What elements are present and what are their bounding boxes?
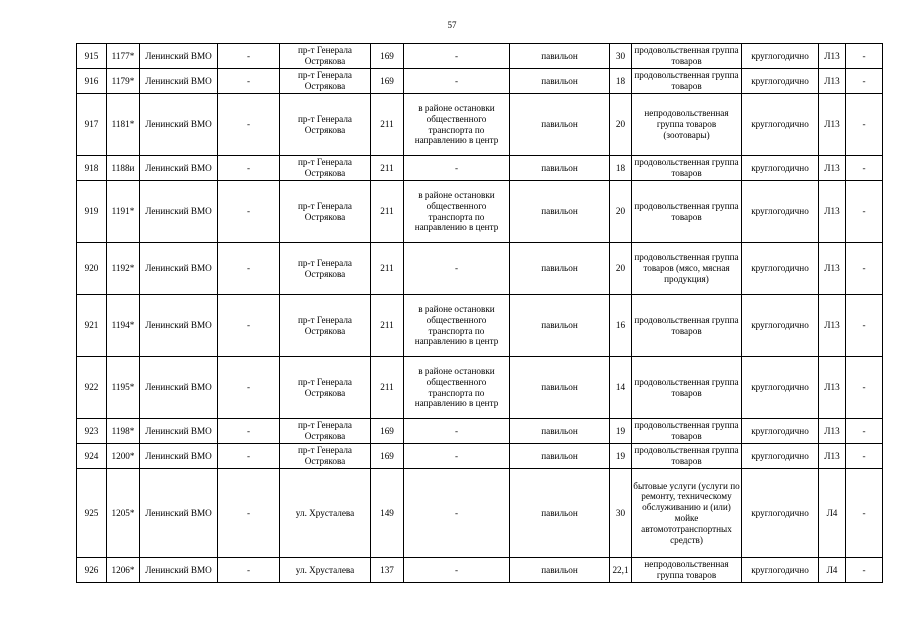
specialization-cell: продовольственная группа товаров (мясо, мясная продукция): [632, 243, 742, 295]
period-cell: круглогодично: [742, 444, 819, 469]
area-cell: 16: [610, 295, 632, 357]
street-cell: ул. Хрусталева: [280, 469, 371, 558]
note-cell: -: [846, 69, 883, 94]
note-cell: -: [846, 243, 883, 295]
specialization-cell: продовольственная группа товаров: [632, 419, 742, 444]
row-number-cell: 915: [77, 44, 107, 69]
object-type-cell: павильон: [510, 357, 610, 419]
object-type-cell: павильон: [510, 181, 610, 243]
zone-cell: Л4: [819, 469, 846, 558]
table-row: [77, 469, 883, 558]
house-number-cell: 211: [371, 357, 404, 419]
house-number-cell: 149: [371, 469, 404, 558]
note-cell: -: [846, 44, 883, 69]
street-cell: пр-т Генерала Острякова: [280, 44, 371, 69]
note-cell: -: [846, 295, 883, 357]
table-row: [77, 69, 883, 94]
location-code-cell: 1206*: [107, 558, 140, 583]
note-cell: -: [846, 181, 883, 243]
house-number-cell: 169: [371, 69, 404, 94]
district-cell: Ленинский ВМО: [140, 156, 218, 181]
row-number-cell: 924: [77, 444, 107, 469]
street-cell: ул. Хрусталева: [280, 558, 371, 583]
house-number-cell: 137: [371, 558, 404, 583]
area-cell: 20: [610, 181, 632, 243]
object-type-cell: павильон: [510, 419, 610, 444]
street-cell: пр-т Генерала Острякова: [280, 243, 371, 295]
house-number-cell: 211: [371, 243, 404, 295]
row-number-cell: 923: [77, 419, 107, 444]
note-cell: -: [846, 558, 883, 583]
note-cell: -: [846, 357, 883, 419]
specialization-cell: продовольственная группа товаров: [632, 181, 742, 243]
table-row: [77, 181, 883, 243]
note-cell: -: [846, 94, 883, 156]
landmark-cell: в районе остановки общественного транспорта по направлению в центр: [404, 181, 510, 243]
street-cell: пр-т Генерала Острякова: [280, 444, 371, 469]
specialization-cell: продовольственная группа товаров: [632, 444, 742, 469]
district-cell: Ленинский ВМО: [140, 243, 218, 295]
zone-cell: Л13: [819, 295, 846, 357]
district-cell: Ленинский ВМО: [140, 558, 218, 583]
period-cell: круглогодично: [742, 69, 819, 94]
specialization-cell: продовольственная группа товаров: [632, 295, 742, 357]
district-cell: Ленинский ВМО: [140, 469, 218, 558]
object-type-cell: павильон: [510, 94, 610, 156]
district-cell: Ленинский ВМО: [140, 94, 218, 156]
row-number-cell: 922: [77, 357, 107, 419]
area-cell: 19: [610, 444, 632, 469]
district-cell: Ленинский ВМО: [140, 295, 218, 357]
location-code-cell: 1188и: [107, 156, 140, 181]
row-number-cell: 919: [77, 181, 107, 243]
row-number-cell: 925: [77, 469, 107, 558]
street-cell: пр-т Генерала Острякова: [280, 419, 371, 444]
period-cell: круглогодично: [742, 156, 819, 181]
area-cell: 30: [610, 44, 632, 69]
object-type-cell: павильон: [510, 469, 610, 558]
row-number-cell: 918: [77, 156, 107, 181]
area-cell: 20: [610, 94, 632, 156]
street-cell: пр-т Генерала Острякова: [280, 181, 371, 243]
table-body: [77, 44, 883, 583]
location-code-cell: 1192*: [107, 243, 140, 295]
district-cell: Ленинский ВМО: [140, 357, 218, 419]
location-code-cell: 1198*: [107, 419, 140, 444]
period-cell: круглогодично: [742, 357, 819, 419]
empty-cell: -: [218, 181, 280, 243]
specialization-cell: продовольственная группа товаров: [632, 156, 742, 181]
area-cell: 19: [610, 419, 632, 444]
period-cell: круглогодично: [742, 94, 819, 156]
table-row: [77, 357, 883, 419]
area-cell: 30: [610, 469, 632, 558]
specialization-cell: непродовольственная группа товаров (зоотовары): [632, 94, 742, 156]
house-number-cell: 169: [371, 419, 404, 444]
landmark-cell: -: [404, 558, 510, 583]
location-code-cell: 1191*: [107, 181, 140, 243]
area-cell: 14: [610, 357, 632, 419]
object-type-cell: павильон: [510, 243, 610, 295]
period-cell: круглогодично: [742, 181, 819, 243]
location-code-cell: 1179*: [107, 69, 140, 94]
row-number-cell: 916: [77, 69, 107, 94]
street-cell: пр-т Генерала Острякова: [280, 69, 371, 94]
landmark-cell: -: [404, 69, 510, 94]
zone-cell: Л13: [819, 156, 846, 181]
zone-cell: Л13: [819, 44, 846, 69]
landmark-cell: -: [404, 243, 510, 295]
house-number-cell: 211: [371, 295, 404, 357]
district-cell: Ленинский ВМО: [140, 419, 218, 444]
area-cell: 18: [610, 156, 632, 181]
landmark-cell: -: [404, 444, 510, 469]
row-number-cell: 926: [77, 558, 107, 583]
note-cell: -: [846, 469, 883, 558]
period-cell: круглогодично: [742, 558, 819, 583]
street-cell: пр-т Генерала Острякова: [280, 156, 371, 181]
district-cell: Ленинский ВМО: [140, 44, 218, 69]
landmark-cell: -: [404, 44, 510, 69]
empty-cell: -: [218, 94, 280, 156]
row-number-cell: 920: [77, 243, 107, 295]
zone-cell: Л13: [819, 94, 846, 156]
empty-cell: -: [218, 357, 280, 419]
period-cell: круглогодично: [742, 469, 819, 558]
street-cell: пр-т Генерала Острякова: [280, 94, 371, 156]
location-code-cell: 1177*: [107, 44, 140, 69]
house-number-cell: 169: [371, 44, 404, 69]
location-code-cell: 1194*: [107, 295, 140, 357]
table-row: [77, 295, 883, 357]
street-cell: пр-т Генерала Острякова: [280, 295, 371, 357]
zone-cell: Л13: [819, 243, 846, 295]
district-cell: Ленинский ВМО: [140, 444, 218, 469]
landmark-cell: в районе остановки общественного транспорта по направлению в центр: [404, 295, 510, 357]
zone-cell: Л13: [819, 69, 846, 94]
zone-cell: Л13: [819, 419, 846, 444]
note-cell: -: [846, 419, 883, 444]
note-cell: -: [846, 156, 883, 181]
street-cell: пр-т Генерала Острякова: [280, 357, 371, 419]
area-cell: 22,1: [610, 558, 632, 583]
zone-cell: Л13: [819, 181, 846, 243]
object-type-cell: павильон: [510, 44, 610, 69]
table-row: [77, 44, 883, 69]
zone-cell: Л13: [819, 444, 846, 469]
object-type-cell: павильон: [510, 444, 610, 469]
table-row: [77, 419, 883, 444]
zone-cell: Л4: [819, 558, 846, 583]
house-number-cell: 169: [371, 444, 404, 469]
period-cell: круглогодично: [742, 419, 819, 444]
empty-cell: -: [218, 243, 280, 295]
location-code-cell: 1181*: [107, 94, 140, 156]
house-number-cell: 211: [371, 94, 404, 156]
empty-cell: -: [218, 156, 280, 181]
specialization-cell: бытовые услуги (услуги по ремонту, техническому обслуживанию и (или) мойке автомототранспортных средств): [632, 469, 742, 558]
specialization-cell: продовольственная группа товаров: [632, 357, 742, 419]
row-number-cell: 917: [77, 94, 107, 156]
registry-table: [76, 43, 883, 583]
row-number-cell: 921: [77, 295, 107, 357]
landmark-cell: в районе остановки общественного транспорта по направлению в центр: [404, 357, 510, 419]
period-cell: круглогодично: [742, 44, 819, 69]
object-type-cell: павильон: [510, 69, 610, 94]
location-code-cell: 1200*: [107, 444, 140, 469]
table-row: [77, 444, 883, 469]
empty-cell: -: [218, 69, 280, 94]
location-code-cell: 1205*: [107, 469, 140, 558]
object-type-cell: павильон: [510, 156, 610, 181]
landmark-cell: в районе остановки общественного транспорта по направлению в центр: [404, 94, 510, 156]
object-type-cell: павильон: [510, 295, 610, 357]
object-type-cell: павильон: [510, 558, 610, 583]
table-row: [77, 156, 883, 181]
period-cell: круглогодично: [742, 243, 819, 295]
table-row: [77, 94, 883, 156]
specialization-cell: непродовольственная группа товаров: [632, 558, 742, 583]
specialization-cell: продовольственная группа товаров: [632, 69, 742, 94]
empty-cell: -: [218, 444, 280, 469]
landmark-cell: -: [404, 469, 510, 558]
house-number-cell: 211: [371, 181, 404, 243]
table-row: [77, 558, 883, 583]
district-cell: Ленинский ВМО: [140, 181, 218, 243]
zone-cell: Л13: [819, 357, 846, 419]
house-number-cell: 211: [371, 156, 404, 181]
landmark-cell: -: [404, 419, 510, 444]
table-row: [77, 243, 883, 295]
page-number: 57: [447, 20, 457, 30]
landmark-cell: -: [404, 156, 510, 181]
area-cell: 20: [610, 243, 632, 295]
empty-cell: -: [218, 419, 280, 444]
empty-cell: -: [218, 44, 280, 69]
specialization-cell: продовольственная группа товаров: [632, 44, 742, 69]
area-cell: 18: [610, 69, 632, 94]
location-code-cell: 1195*: [107, 357, 140, 419]
empty-cell: -: [218, 469, 280, 558]
period-cell: круглогодично: [742, 295, 819, 357]
district-cell: Ленинский ВМО: [140, 69, 218, 94]
empty-cell: -: [218, 295, 280, 357]
note-cell: -: [846, 444, 883, 469]
empty-cell: -: [218, 558, 280, 583]
